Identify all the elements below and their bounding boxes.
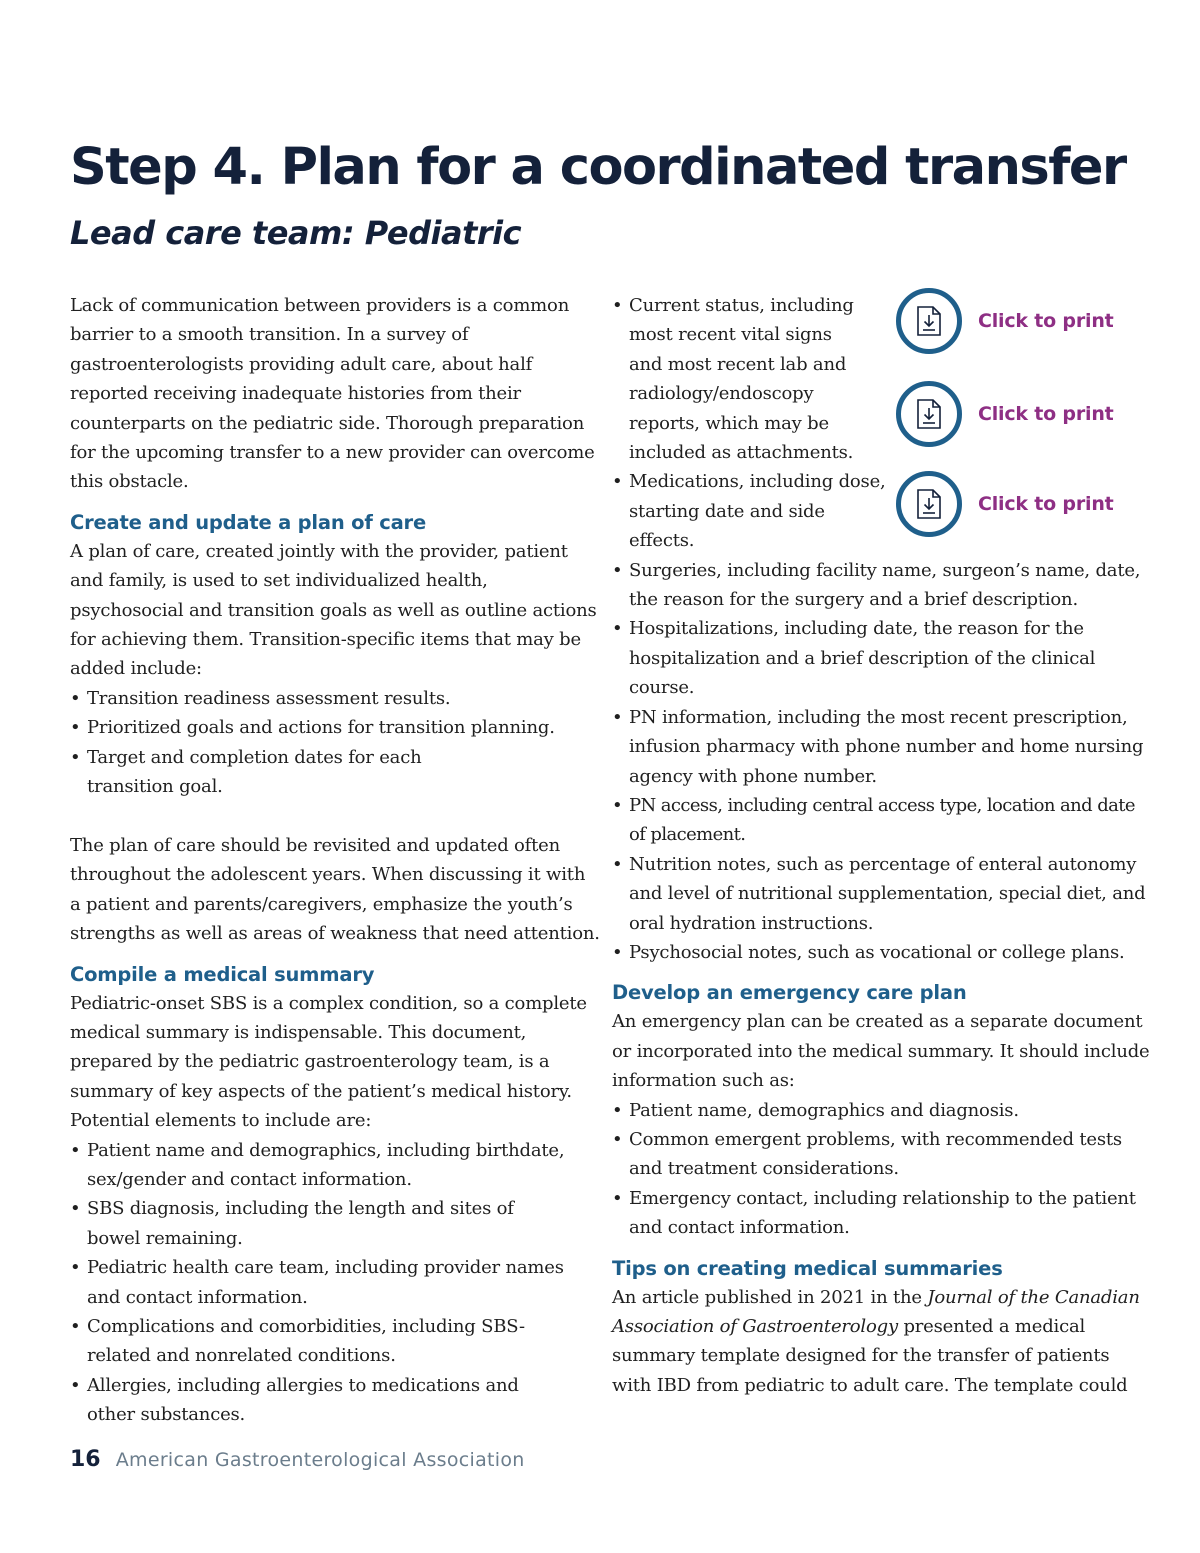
list-item: • Psychosocial notes, such as vocational or college plans. <box>612 938 1152 967</box>
click-to-print-button-1[interactable] <box>896 288 1114 354</box>
list-item: • Target and completion dates for each transition goal. <box>70 743 450 802</box>
medical-summary-heading: Compile a medical summary <box>70 962 375 986</box>
list-item: • PN access, including central access type, location and date of placement. <box>612 791 1152 850</box>
emergency-plan-heading: Develop an emergency care plan <box>612 981 967 1005</box>
list-item: • Pediatric health care team, including provider names and contact information. <box>70 1253 600 1312</box>
tips-text-end: presented a medical summary template designed for the transfer of patients with IBD from pediatric to adult care. The template could <box>612 1316 1128 1396</box>
right-column <box>612 291 1152 1400</box>
medical-summary-list-left <box>70 1136 600 1430</box>
paragraph-spacer <box>70 802 600 831</box>
plan-of-care-paragraph: A plan of care, created jointly with the provider, patient and family, is used to set individualized health, psychosocial and transition goals as well as outline actions for achieving them. Transition-specific items that may be added include: <box>70 540 597 680</box>
plan-of-care-list <box>70 684 600 802</box>
list-item: • Transition readiness assessment results. <box>70 684 600 713</box>
list-item: • Common emergent problems, with recommended tests and treatment considerations. <box>612 1125 1152 1184</box>
list-item: • Medications, including dose, starting date and side effects. <box>612 467 886 555</box>
page-title: Step 4. Plan for a coordinated transfer <box>70 138 1126 197</box>
tips-heading: Tips on creating medical summaries <box>612 1256 1003 1280</box>
emergency-plan-paragraph: An emergency plan can be created as a separate document or incorporated into the medical summary. It should include information such as: <box>612 1011 1150 1092</box>
list-item: • Prioritized goals and actions for transition planning. <box>70 713 600 742</box>
list-item: • PN information, including the most recent prescription, infusion pharmacy with phone number and home nursing agency with phone number. <box>612 703 1152 791</box>
print-download-icon <box>896 471 962 537</box>
list-item: • Surgeries, including facility name, surgeon’s name, date, the reason for the surgery and a brief description. <box>612 556 1152 615</box>
list-item: • Patient name and demographics, including birthdate, sex/gender and contact information. <box>70 1136 600 1195</box>
click-to-print-label: Click to print <box>978 403 1114 425</box>
page-subtitle: Lead care team: Pediatric <box>70 214 522 252</box>
footer-organization: American Gastroenterological Association <box>115 1449 525 1471</box>
list-item: • SBS diagnosis, including the length and sites of bowel remaining. <box>70 1194 540 1253</box>
plan-of-care-followup-paragraph: The plan of care should be revisited and updated often throughout the adolescent years. When discussing it with a patient and parents/caregivers, emphasize the youth’s strengths as well as areas of weakness that need attention. <box>70 834 600 945</box>
plan-of-care-heading: Create and update a plan of care <box>70 510 426 534</box>
page-footer <box>70 1447 525 1472</box>
list-item: • Hospitalizations, including date, the reason for the hospitalization and a brief description of the clinical course. <box>612 614 1152 702</box>
click-to-print-label: Click to print <box>978 310 1114 332</box>
emergency-plan-list <box>612 1096 1152 1243</box>
print-download-icon <box>896 288 962 354</box>
list-item: • Nutrition notes, such as percentage of enteral autonomy and level of nutritional supplementation, special diet, and oral hydration instructions. <box>612 850 1152 938</box>
list-item: • Patient name, demographics and diagnosis. <box>612 1096 1152 1125</box>
list-item: • Complications and comorbidities, including SBS-related and nonrelated conditions. <box>70 1312 530 1371</box>
click-to-print-button-2[interactable] <box>896 381 1114 447</box>
intro-paragraph: Lack of communication between providers is a common barrier to a smooth transition. In a survey of gastroenterologists providing adult care, about half reported receiving inadequate histories from their counterparts on the pediatric side. Thorough preparation for the upcoming transfer to a new provider can overcome this obstacle. <box>70 295 595 493</box>
click-to-print-button-3[interactable] <box>896 471 1114 537</box>
medical-summary-paragraph: Pediatric-onset SBS is a complex condition, so a complete medical summary is indispensable. This document, prepared by the pediatric gastroenterology team, is a summary of key aspects of the patient’s medical history. Potential elements to include are: <box>70 992 587 1132</box>
tips-text-start: An article published in 2021 in the <box>612 1286 928 1308</box>
print-download-icon <box>896 381 962 447</box>
list-item: • Emergency contact, including relationship to the patient and contact information. <box>612 1184 1152 1243</box>
tips-paragraph <box>612 1283 1152 1401</box>
list-item: • Allergies, including allergies to medications and other substances. <box>70 1371 540 1430</box>
page-number: 16 <box>70 1447 101 1472</box>
left-column <box>70 291 600 1430</box>
journal-title: Journal of the Canadian Association of Gastroenterology <box>612 1286 1140 1337</box>
click-to-print-label: Click to print <box>978 493 1114 515</box>
list-item: • Current status, including most recent vital signs and most recent lab and radiology/endoscopy reports, which may be included as attachments. <box>612 291 862 467</box>
